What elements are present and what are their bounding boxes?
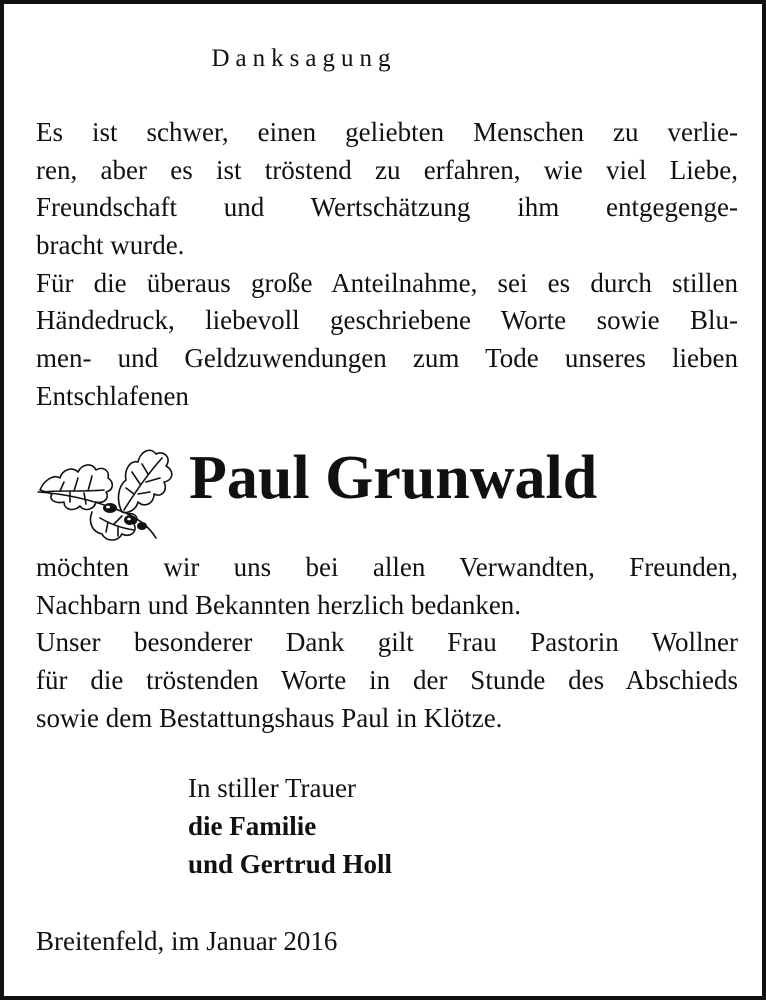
oak-leaves-acorns-icon — [30, 432, 180, 544]
signature-block — [188, 769, 392, 883]
thanks-line: für die tröstenden Worte in der Stunde des Abschieds — [36, 665, 738, 696]
place-date: Breitenfeld, im Januar 2016 — [36, 926, 338, 956]
thanks-line: Unser besonderer Dank gilt Frau Pastorin Wollner — [36, 627, 738, 658]
thanks-line: Nachbarn und Bekannten herzlich bedanken. — [36, 589, 522, 620]
intro-line: bracht wurde. — [36, 230, 185, 261]
thanks-paragraph — [36, 549, 738, 737]
intro-line: Für die überaus große Anteilnahme, sei es durch stillen — [36, 267, 738, 298]
thanks-line: sowie dem Bestattungshaus Paul in Klötze. — [36, 702, 503, 733]
thanks-line: möchten wir uns bei allen Verwandten, Freunden, — [36, 552, 738, 582]
intro-line: Händedruck, liebevoll geschriebene Worte sowie Blu- — [36, 305, 738, 336]
intro-line: Es ist schwer, einen geliebten Menschen zu verlie- — [36, 117, 738, 147]
signature-line: In stiller Trauer — [188, 773, 356, 803]
intro-line: Entschlafenen — [36, 380, 189, 411]
deceased-name: Paul Grunwald — [189, 444, 598, 512]
signature-names: und Gertrud Holl — [188, 849, 393, 879]
intro-line: Freundschaft und Wertschätzung ihm entgegenge- — [36, 192, 738, 223]
notice-heading: Danksagung — [211, 45, 397, 72]
intro-paragraph — [36, 114, 738, 416]
intro-line: men- und Geldzuwendungen zum Tode unseres lieben — [36, 343, 738, 374]
signature-family: die Familie — [188, 811, 317, 841]
intro-line: ren, aber es ist tröstend zu erfahren, wie viel Liebe, — [36, 154, 738, 185]
